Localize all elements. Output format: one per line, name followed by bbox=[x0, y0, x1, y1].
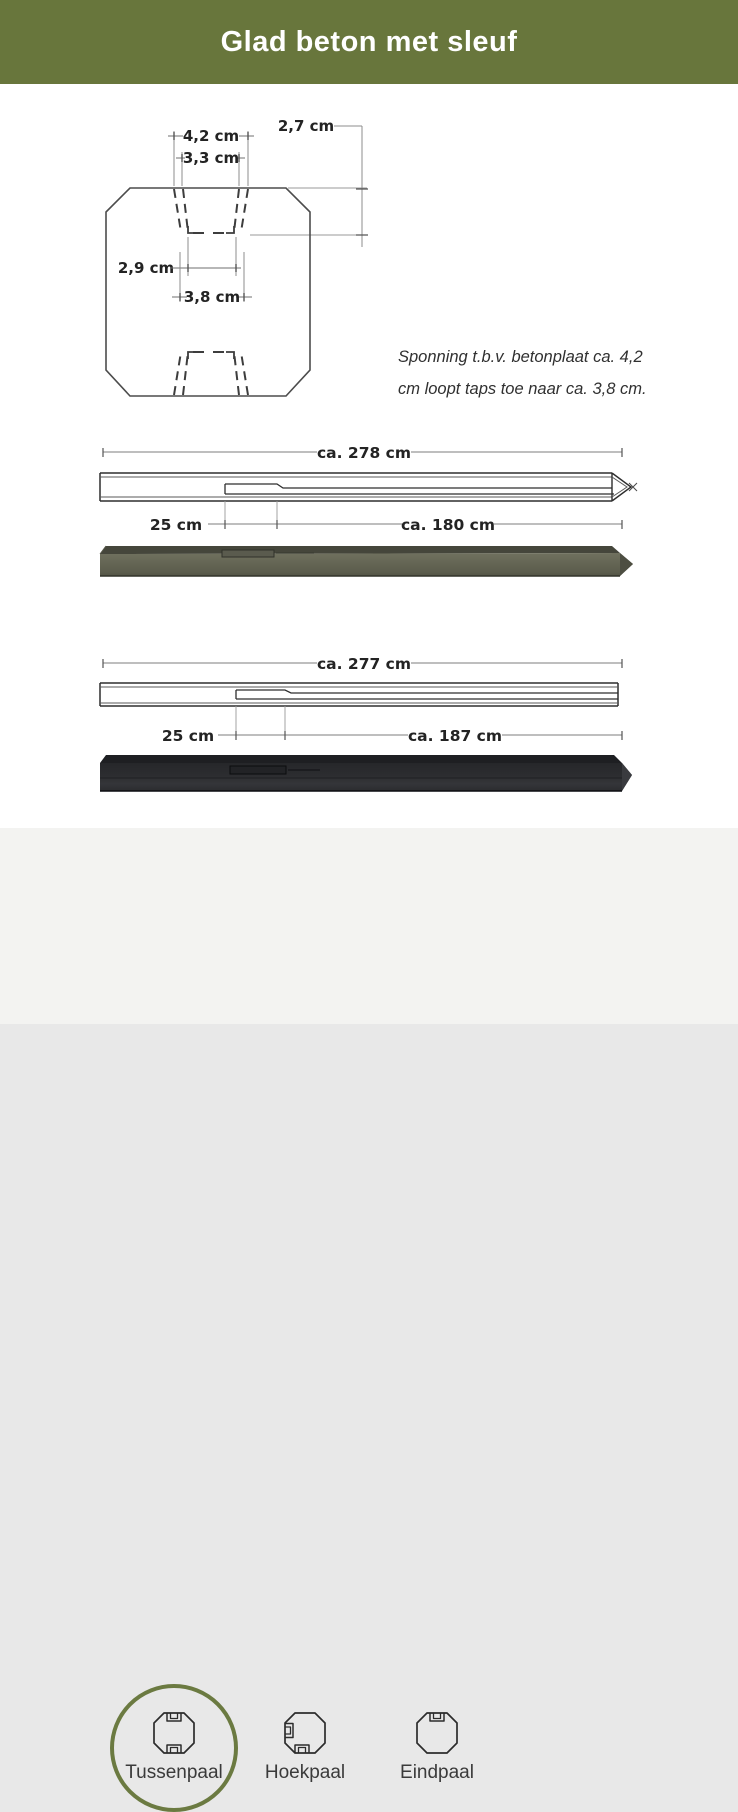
dim-bottom-inner-label: 2,9 cm bbox=[117, 259, 175, 277]
post2-total-label: ca. 277 cm bbox=[316, 655, 412, 673]
post1-lead-label: 25 cm bbox=[149, 516, 203, 534]
post-drawing-2 bbox=[100, 654, 632, 791]
post1-total-dim bbox=[103, 443, 622, 462]
post-type-tussenpaal[interactable] bbox=[109, 1710, 239, 1784]
post1-render bbox=[100, 546, 633, 576]
dim-depth bbox=[278, 117, 368, 247]
cross-section-diagram bbox=[106, 117, 647, 398]
post2-total-dim bbox=[103, 654, 622, 673]
hoekpaal-icon bbox=[283, 1710, 327, 1756]
bottom-slot-dashed bbox=[174, 352, 248, 395]
dim-top-outer-label: 4,2 cm bbox=[182, 127, 240, 145]
dim-top-inner-label: 3,3 cm bbox=[182, 149, 240, 167]
post1-slot-label: ca. 180 cm bbox=[400, 516, 496, 534]
post-drawing-1 bbox=[100, 443, 637, 576]
post1-total-label: ca. 278 cm bbox=[316, 444, 412, 462]
post-type-label-hoekpaal: Hoekpaal bbox=[264, 1762, 346, 1783]
page-title: Glad beton met sleuf bbox=[220, 25, 518, 58]
dim-bottom-inner bbox=[118, 237, 241, 277]
post2-lower-dims bbox=[158, 706, 622, 745]
eindpaal-icon bbox=[415, 1710, 459, 1756]
post2-slot-label: ca. 187 cm bbox=[407, 727, 503, 745]
post-type-hoekpaal[interactable] bbox=[240, 1710, 370, 1784]
top-slot-dashed bbox=[174, 189, 248, 233]
technical-drawing-area bbox=[0, 84, 738, 828]
post1-outline bbox=[100, 473, 637, 501]
post-type-picker bbox=[0, 828, 738, 1783]
dim-bottom-outer-label: 3,8 cm bbox=[183, 288, 241, 306]
dim-depth-label: 2,7 cm bbox=[277, 117, 335, 135]
post-type-label-eindpaal: Eindpaal bbox=[400, 1762, 474, 1783]
post-type-eindpaal[interactable] bbox=[372, 1710, 502, 1784]
post2-outline bbox=[100, 683, 618, 706]
slot-annotation bbox=[398, 348, 647, 398]
tussenpaal-icon bbox=[152, 1710, 196, 1756]
dim-bottom-outer bbox=[172, 252, 252, 306]
post2-render bbox=[100, 755, 632, 791]
post1-lower-dims bbox=[146, 501, 622, 534]
annotation-line-2: cm loopt taps toe naar ca. 3,8 cm. bbox=[398, 380, 647, 398]
post-type-label-tussenpaal: Tussenpaal bbox=[125, 1762, 223, 1783]
annotation-line-1: Sponning t.b.v. betonplaat ca. 4,2 bbox=[398, 348, 643, 366]
dim-top-inner bbox=[176, 149, 245, 186]
header-banner bbox=[0, 0, 738, 84]
post2-lead-label: 25 cm bbox=[161, 727, 215, 745]
